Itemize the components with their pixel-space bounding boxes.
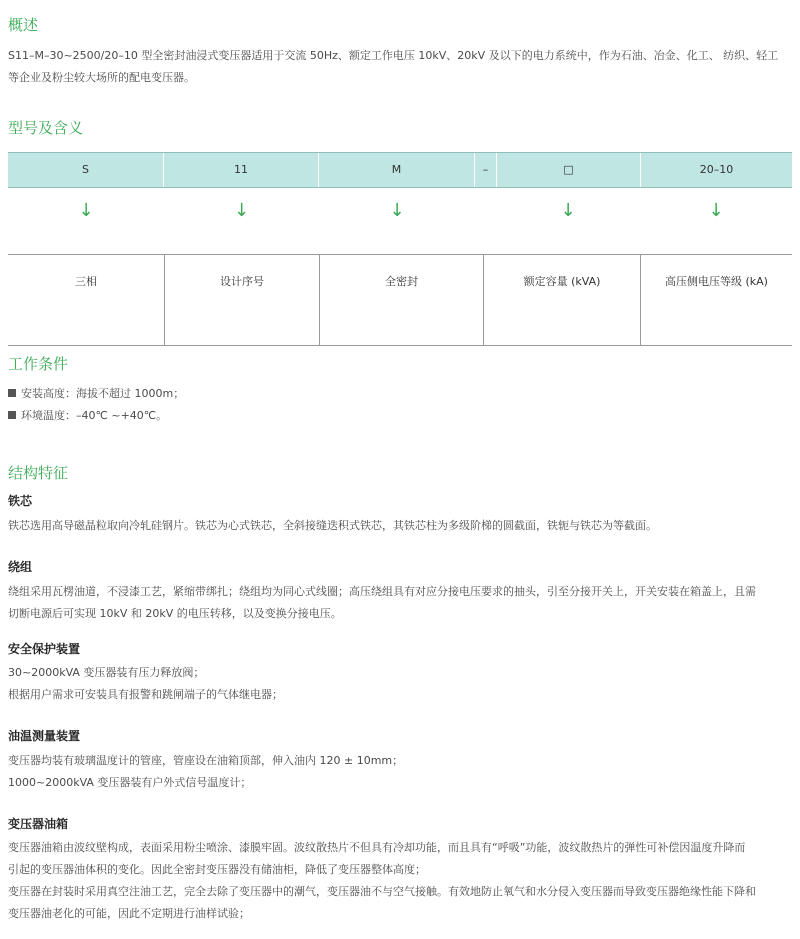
- down-arrow-icon: ↓: [560, 200, 576, 221]
- model-arrow-row: [8, 188, 792, 254]
- model-code-capacity: □: [496, 153, 640, 187]
- model-code-m: M: [318, 153, 474, 187]
- conditions-list: [8, 383, 184, 427]
- down-arrow-icon: ↓: [78, 200, 94, 221]
- down-arrow-icon: ↓: [233, 200, 250, 221]
- overview-title: 概述: [8, 16, 39, 34]
- down-arrow-icon: ↓: [708, 200, 724, 221]
- text-line: 铁芯选用高导磁晶粒取向冷轧硅钢片。铁芯为心式铁芯，全斜接缝迭积式铁芯，其铁芯柱为多级阶梯的圆截面，铁轭与铁芯为等截面。: [8, 519, 657, 532]
- text-line: 切断电源后可实现 10kV 和 20kV 的电压转移，以及变换分接电压。: [8, 607, 342, 620]
- text-line: 引起的变压器油体积的变化。因此全密封变压器没有储油柜，降低了变压器整体高度；: [8, 863, 426, 876]
- model-table: [8, 152, 792, 346]
- list-item: 环境温度：–40℃ ~+40℃。: [8, 405, 184, 427]
- desc-design-number: 设计序号: [164, 255, 319, 345]
- text-line: 根据用户需求可安装具有报警和跳闸端子的气体继电器；: [8, 688, 283, 701]
- core-text: [8, 515, 657, 537]
- protection-title: 安全保护装置: [8, 642, 81, 656]
- square-bullet-icon: [8, 389, 16, 397]
- text-line: 绕组采用瓦楞油道，不浸漆工艺，紧缩带绑扎；绕组均为同心式线圈；高压绕组具有对应分接电压要求的抽头，引至分接开关上，开关安装在箱盖上，且需: [8, 585, 756, 598]
- square-bullet-icon: [8, 411, 16, 419]
- text-line: 30~2000kVA 变压器装有压力释放阀；: [8, 666, 205, 679]
- desc-rated-capacity: 额定容量 (kVA): [483, 255, 640, 345]
- text-line: 等企业及粉尘较大场所的配电变压器。: [8, 71, 195, 84]
- model-header-row: [8, 152, 792, 188]
- core-title: 铁芯: [8, 494, 33, 508]
- text-line: 变压器油老化的可能，因此不定期进行油样试验；: [8, 907, 250, 920]
- winding-text: [8, 581, 756, 625]
- temperature-title: 油温测量装置: [8, 729, 81, 743]
- temperature-text: [8, 750, 403, 794]
- winding-title: 绕组: [8, 560, 33, 574]
- conditions-title: 工作条件: [8, 355, 69, 373]
- text-line: 1000~2000kVA 变压器装有户外式信号温度计；: [8, 776, 252, 789]
- list-item: 安装高度：海拔不超过 1000m；: [8, 383, 184, 405]
- text-line: 变压器油箱由波纹壁构成，表面采用粉尘喷涂、漆膜牢固。波纹散热片不但具有冷却功能，而且具有“呼吸”功能，波纹散热片的弹性可补偿因温度升降而: [8, 841, 746, 854]
- protection-text: [8, 662, 283, 706]
- text-line: S11–M–30~2500/20–10 型全密封油浸式变压器适用于交流 50Hz、额定工作电压 10kV、20kV 及以下的电力系统中，作为石油、冶金、化工、 纺织、轻工: [8, 49, 779, 62]
- model-code-dash: –: [474, 153, 496, 187]
- tank-title: 变压器油箱: [8, 817, 69, 831]
- model-code-s: S: [82, 163, 89, 176]
- structure-title: 结构特征: [8, 464, 69, 482]
- model-code-11: 11: [163, 153, 318, 187]
- text-line: 变压器均装有玻璃温度计的管座，管座设在油箱顶部，伸入油内 120 ± 10mm；: [8, 754, 404, 767]
- down-arrow-icon: ↓: [389, 200, 405, 221]
- desc-hv-level: 高压侧电压等级 (kA): [640, 255, 792, 345]
- overview-text: [8, 45, 778, 89]
- model-desc-row: [8, 254, 792, 346]
- text-line: 变压器在封装时采用真空注油工艺，完全去除了变压器中的潮气，变压器油不与空气接触。有效地防止氧气和水分侵入变压器而导致变压器绝缘性能下降和: [8, 885, 756, 898]
- model-code-voltage: 20–10: [640, 153, 792, 187]
- tank-text: [8, 837, 756, 925]
- desc-sealed: 全密封: [319, 255, 483, 345]
- desc-phase: 三相: [75, 275, 97, 288]
- model-title: 型号及含义: [8, 119, 84, 137]
